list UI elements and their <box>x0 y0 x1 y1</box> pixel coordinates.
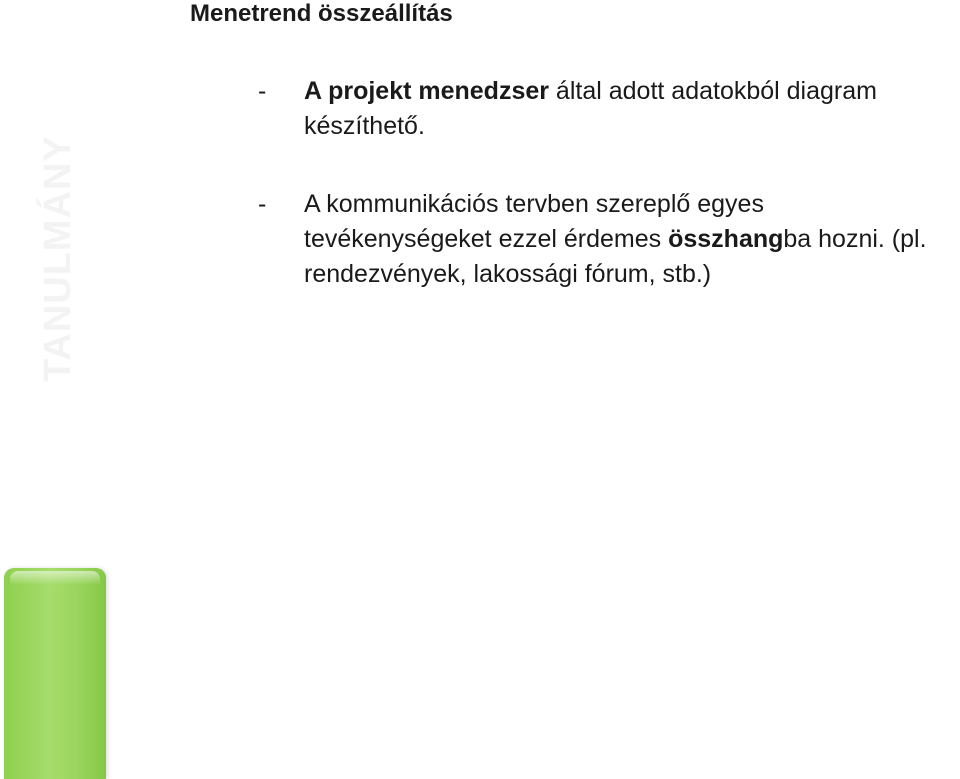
bullet-1-bold-text: A projekt menedzser <box>304 77 549 105</box>
bullet-2-text-before: A kommunikációs tervben szereplő egyes tevékenységeket ezzel érdemes <box>304 190 764 253</box>
bullet-2-bold-text: összhang <box>668 225 784 253</box>
bullet-list <box>258 74 958 292</box>
green-accent-bar <box>4 568 106 779</box>
bullet-1-text: által adott adatokból diagram készíthető. <box>304 77 877 140</box>
bullet-marker: - <box>258 190 267 218</box>
slide-title: Menetrend összeállítás <box>190 0 453 27</box>
side-watermark-label <box>38 92 78 382</box>
bullet-item-1 <box>258 74 958 144</box>
bullet-marker: - <box>258 77 267 105</box>
bullet-2-text-after: ba hozni. (pl. rendezvények, lakossági fórum, stb.) <box>304 225 927 288</box>
side-watermark-text: TANULMÁNY <box>37 135 79 382</box>
bullet-item-2 <box>258 187 958 292</box>
